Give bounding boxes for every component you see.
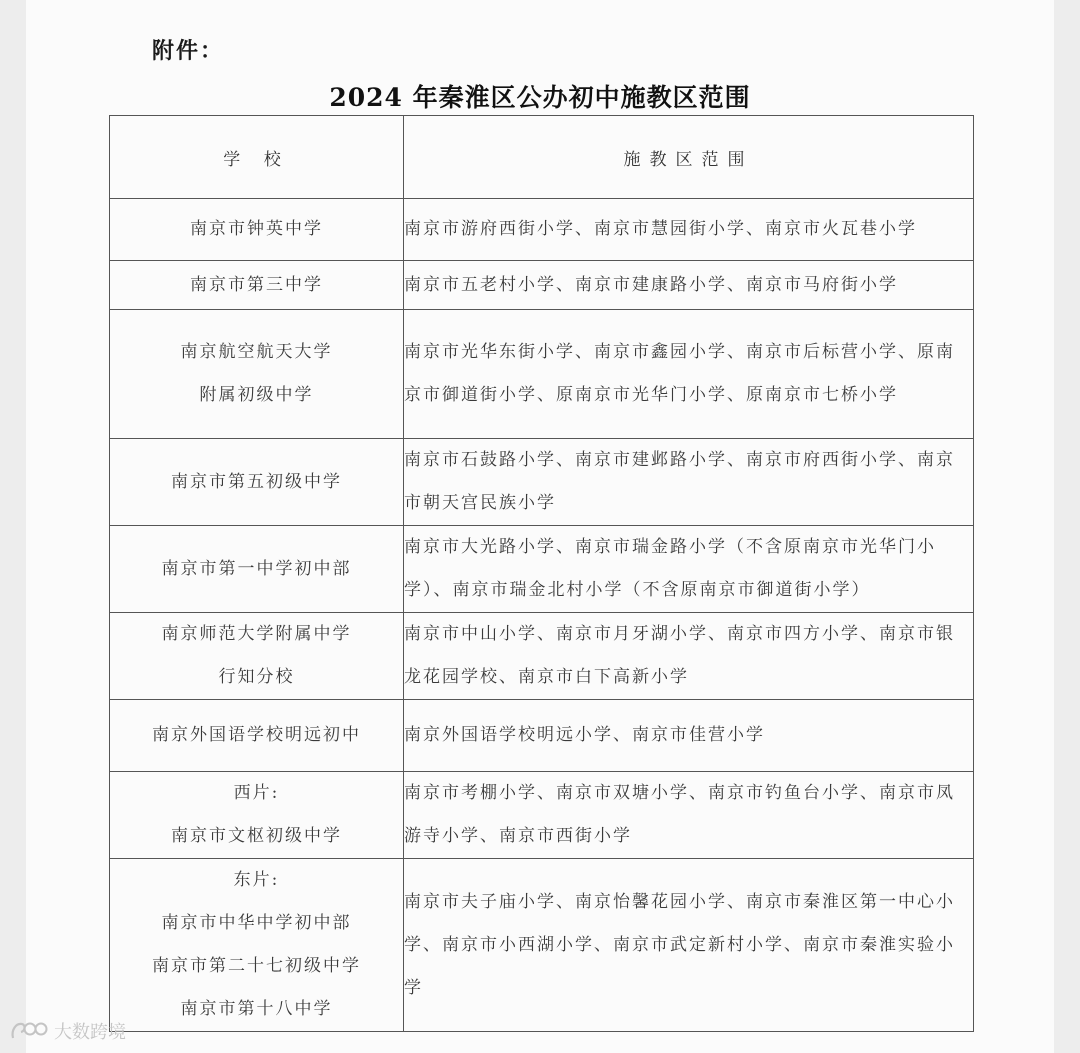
school-cell: 东片: 南京市中华中学初中部 南京市第二十七初级中学 南京市第十八中学 — [110, 859, 404, 1032]
area-cell: 南京市光华东街小学、南京市鑫园小学、南京市后标营小学、原南京市御道街小学、原南京市光华门小学、原南京市七桥小学 — [404, 310, 974, 439]
table-row — [110, 526, 974, 613]
table-row — [110, 261, 974, 310]
school-cell: 南京市第三中学 — [110, 261, 404, 310]
document-title: 2024 年秦淮区公办初中施教区范围 — [329, 83, 751, 112]
area-cell: 南京市中山小学、南京市月牙湖小学、南京市四方小学、南京市银龙花园学校、南京市白下高新小学 — [404, 613, 974, 700]
table-row — [110, 310, 974, 439]
table-header-row — [110, 116, 974, 199]
table-row — [110, 700, 974, 772]
watermark — [10, 1018, 126, 1044]
school-cell: 南京师范大学附属中学 行知分校 — [110, 613, 404, 700]
brand-logo-icon — [10, 1020, 48, 1042]
watermark-text: 大数跨境 — [54, 1022, 126, 1043]
header-area: 施教区范围 — [404, 116, 974, 199]
table-row — [110, 439, 974, 526]
area-cell: 南京市夫子庙小学、南京怡馨花园小学、南京市秦淮区第一中心小学、南京市小西湖小学、南京市武定新村小学、南京市秦淮实验小学 — [404, 859, 974, 1032]
school-cell: 南京外国语学校明远初中 — [110, 700, 404, 772]
school-cell: 南京市第五初级中学 — [110, 439, 404, 526]
table-row — [110, 613, 974, 700]
header-school: 学 校 — [110, 116, 404, 199]
area-cell: 南京市大光路小学、南京市瑞金路小学（不含原南京市光华门小学）、南京市瑞金北村小学（不含原南京市御道街小学） — [404, 526, 974, 613]
area-cell: 南京市游府西街小学、南京市慧园街小学、南京市火瓦巷小学 — [404, 199, 974, 261]
table-row — [110, 772, 974, 859]
area-cell: 南京市考棚小学、南京市双塘小学、南京市钓鱼台小学、南京市凤游寺小学、南京市西街小学 — [404, 772, 974, 859]
school-cell: 西片: 南京市文枢初级中学 — [110, 772, 404, 859]
table-row — [110, 199, 974, 261]
school-cell: 南京航空航天大学 附属初级中学 — [110, 310, 404, 439]
school-cell: 南京市第一中学初中部 — [110, 526, 404, 613]
school-district-table — [109, 115, 974, 1032]
area-cell: 南京市五老村小学、南京市建康路小学、南京市马府街小学 — [404, 261, 974, 310]
table-row — [110, 859, 974, 1032]
area-cell: 南京市石鼓路小学、南京市建邺路小学、南京市府西街小学、南京市朝天宫民族小学 — [404, 439, 974, 526]
school-cell: 南京市钟英中学 — [110, 199, 404, 261]
attachment-label: 附件： — [152, 39, 225, 64]
area-cell: 南京外国语学校明远小学、南京市佳营小学 — [404, 700, 974, 772]
